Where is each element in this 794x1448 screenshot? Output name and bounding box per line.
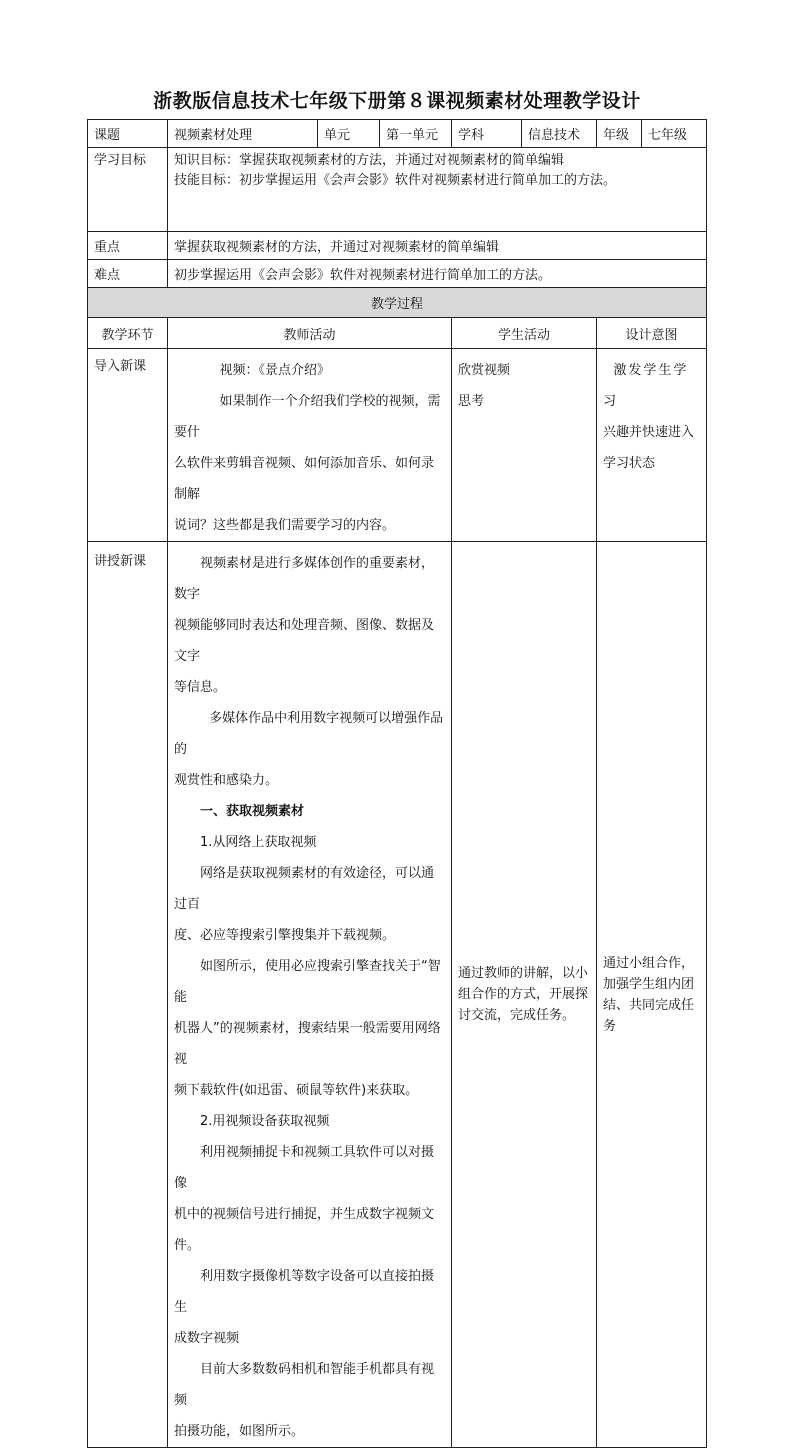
grade-label: 年级: [597, 120, 642, 148]
lesson-subheading: 2.用视频设备获取视频: [200, 1114, 330, 1129]
intro-teacher-line: 视频：《景点介绍》: [219, 363, 331, 378]
intro-teacher-line: 说词？这些都是我们需要学习的内容。: [174, 518, 396, 533]
lesson-line: 成数字视频: [174, 1331, 240, 1346]
intro-student-line: 思考: [458, 394, 485, 409]
process-header-row: [88, 318, 707, 349]
intro-design: [597, 349, 707, 542]
lesson-student: [452, 542, 597, 1448]
header-design: 设计意图: [597, 318, 707, 349]
lesson-line: 视频素材是进行多媒体创作的重要素材，数字: [174, 556, 435, 602]
lesson-subheading: 1.从网络上获取视频: [200, 835, 317, 850]
lesson-line: 机器人”的视频素材，搜索结果一般需要用网络视: [174, 1021, 441, 1067]
intro-teacher: [168, 349, 452, 542]
unit-label: 单元: [318, 120, 380, 148]
document-title: 浙教版信息技术七年级下册第８课视频素材处理教学设计: [153, 90, 641, 112]
goals-label: 学习目标: [88, 148, 168, 232]
knowledge-goal: 知识目标：掌握获取视频素材的方法，并通过对视频素材的简单编辑: [174, 153, 565, 168]
intro-student-line: 欣赏视频: [458, 363, 511, 378]
key-point-value: 掌握获取视频素材的方法，并通过对视频素材的简单编辑: [168, 232, 707, 260]
difficulty-value: 初步掌握运用《会声会影》软件对视频素材进行简单加工的方法。: [168, 260, 707, 288]
lesson-line: 等信息。: [174, 680, 227, 695]
intro-design-line: 学习状态: [603, 456, 656, 471]
difficulty-label: 难点: [88, 260, 168, 288]
topic-label: 课题: [88, 120, 168, 148]
lesson-line: 度、必应等搜索引擎搜集并下载视频。: [174, 928, 396, 943]
header-step: 教学环节: [88, 318, 168, 349]
intro-teacher-line: 么软件来剪辑音视频、如何添加音乐、如何录制解: [174, 456, 435, 502]
lesson-line: 拍摄功能，如图所示。: [174, 1424, 305, 1439]
info-row: [88, 120, 707, 148]
topic-value: 视频素材处理: [168, 120, 318, 148]
grade-value: 七年级: [642, 120, 707, 148]
process-band: 教学过程: [88, 288, 707, 318]
unit-value: 第一单元: [380, 120, 452, 148]
lesson-row: [88, 542, 707, 1448]
intro-teacher-line: 如果制作一个介绍我们学校的视频，需要什: [174, 394, 441, 440]
intro-student: [452, 349, 597, 542]
intro-design-line: 激发学生学习: [603, 363, 689, 409]
lesson-line: 多媒体作品中利用数字视频可以增强作品的: [174, 711, 444, 757]
header-student: 学生活动: [452, 318, 597, 349]
lesson-design: [597, 542, 707, 1448]
header-teacher: 教师活动: [168, 318, 452, 349]
difficulty-row: [88, 260, 707, 288]
key-point-label: 重点: [88, 232, 168, 260]
lesson-student-text: 通过教师的讲解，以小组合作的方式，开展探讨交流，完成任务。: [458, 966, 589, 1023]
process-band-row: [88, 288, 707, 318]
key-point-row: [88, 232, 707, 260]
lesson-line: 目前大多数数码相机和智能手机都具有视频: [174, 1362, 435, 1408]
lesson-line: 机中的视频信号进行捕捉，并生成数字视频文件。: [174, 1207, 435, 1253]
lesson-teacher: [168, 542, 452, 1448]
subject-value: 信息技术: [522, 120, 597, 148]
intro-step: 导入新课: [88, 349, 168, 542]
lesson-line: 视频能够同时表达和处理音频、图像、数据及文字: [174, 618, 435, 664]
subject-label: 学科: [452, 120, 522, 148]
lesson-heading: 一、获取视频素材: [200, 804, 305, 819]
goals-row: [88, 148, 707, 232]
lesson-line: 观赏性和感染力。: [174, 773, 279, 788]
lesson-line: 频下载软件(如迅雷、硕鼠等软件)来获取。: [174, 1083, 419, 1098]
lesson-line: 利用视频捕捉卡和视频工具软件可以对摄像: [174, 1145, 435, 1191]
lesson-design-text: 通过小组合作，加强学生组内团结、共同完成任务: [603, 955, 695, 1034]
lesson-line: 网络是获取视频素材的有效途径，可以通过百: [174, 866, 435, 912]
lesson-step: 讲授新课: [88, 542, 168, 1448]
lesson-line: 利用数字摄像机等数字设备可以直接拍摄生: [174, 1269, 435, 1315]
goals-content: [168, 148, 707, 232]
skill-goal: 技能目标：初步掌握运用《会声会影》软件对视频素材进行简单加工的方法。: [174, 173, 617, 188]
lesson-plan-table: [87, 119, 707, 1448]
lesson-line: 如图所示，使用必应搜索引擎查找关于“智能: [174, 959, 441, 1005]
intro-row: [88, 349, 707, 542]
intro-design-line: 兴趣并快速进入: [603, 425, 695, 440]
